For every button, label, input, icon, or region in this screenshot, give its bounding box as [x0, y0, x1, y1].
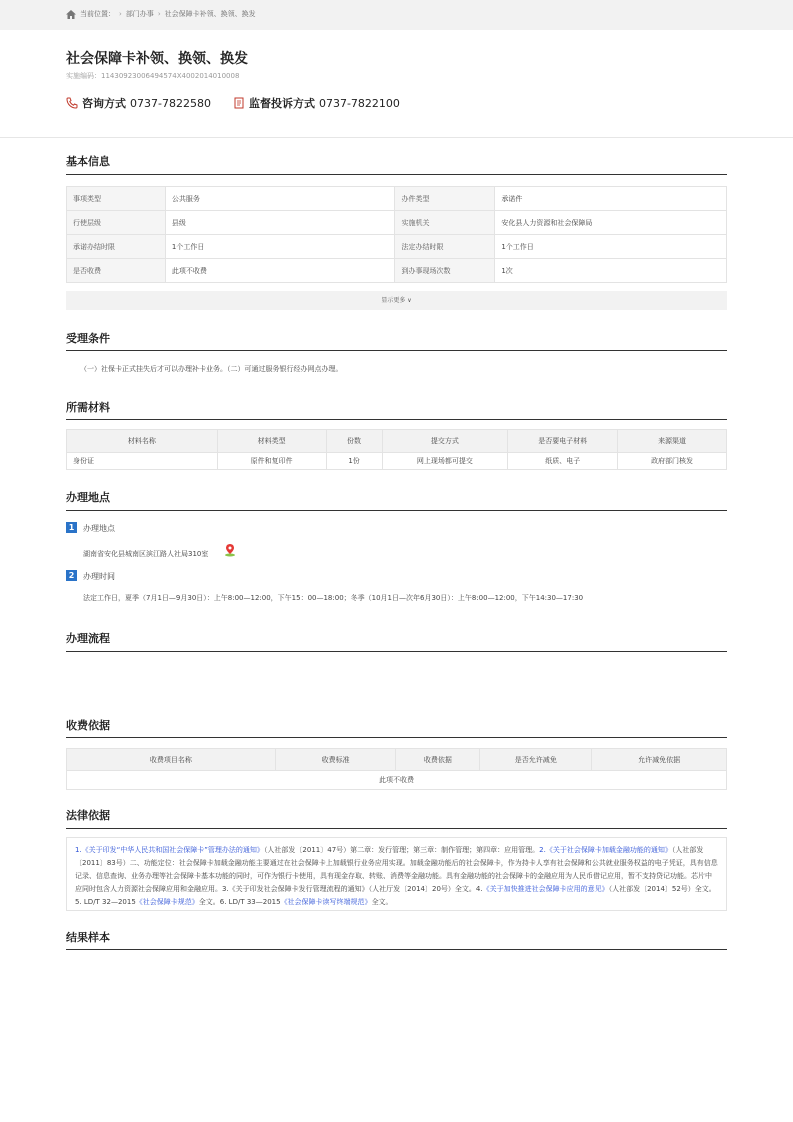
section-divider	[66, 737, 727, 738]
section-divider	[66, 350, 727, 351]
top-bar	[0, 0, 793, 30]
breadcrumb-prefix: 当前位置：	[80, 10, 115, 18]
info-key: 实施机关	[395, 211, 495, 235]
step-number-badge: 1	[66, 522, 77, 533]
column-header: 是否要电子材料	[508, 430, 618, 453]
consult-contact	[66, 95, 211, 111]
info-key: 事项类型	[67, 187, 166, 211]
law-text: （人社部发〔2011〕47号）第二章：发行管理；第三章：制作管理；第四章：应用管理。	[263, 846, 540, 854]
document-icon	[233, 97, 245, 109]
table-row	[67, 259, 727, 283]
column-header: 份数	[326, 430, 382, 453]
section-divider	[66, 949, 727, 950]
item-header	[0, 30, 793, 138]
info-key: 法定办结时限	[395, 235, 495, 259]
section-divider	[66, 651, 727, 652]
column-header: 收费依据	[396, 749, 480, 771]
law-text-box	[66, 837, 727, 911]
law-link[interactable]: 《关于加快推进社会保障卡应用的意见》	[482, 885, 609, 893]
table-header-row	[67, 430, 727, 453]
material-source: 政府部门核发	[618, 453, 727, 470]
law-text: 全文。	[371, 898, 393, 906]
map-pin-icon[interactable]	[223, 543, 237, 557]
info-value: 县级	[165, 211, 395, 235]
materials-table	[66, 429, 727, 470]
section-title-location: 办理地点	[66, 491, 110, 504]
show-more-button[interactable]: 显示更多 ∨	[66, 291, 727, 310]
breadcrumb-level-2: 社会保障卡补领、换领、换发	[164, 10, 256, 18]
complaint-label: 监督投诉方式	[248, 97, 315, 110]
hours-text: 法定工作日，夏季（7月1日—9月30日）：上午8:00—12:00，下午15：00—18:00；冬季（10月1日—次年6月30日）：上午8:00—12:00，下午14:30—17:30	[83, 594, 584, 602]
section-title-result: 结果样本	[66, 931, 110, 944]
conditions-text: （一）社保卡正式挂失后才可以办理补卡业务。（二）可通过服务银行经办网点办理。	[80, 365, 343, 373]
law-link[interactable]: 1.《关于印发“中华人民共和国社会保障卡”管理办法的通知》	[75, 846, 264, 854]
complaint-contact	[233, 95, 400, 111]
column-header: 收费标准	[275, 749, 396, 771]
table-header-row	[67, 749, 727, 771]
breadcrumb-separator: ›	[119, 10, 122, 18]
table-row	[67, 453, 727, 470]
info-key: 行使层级	[67, 211, 166, 235]
consult-phone: 0737-7822580	[130, 96, 211, 110]
material-copies: 1份	[326, 453, 382, 470]
consult-label: 咨询方式	[82, 97, 126, 110]
implementation-code: 实施编码：11430923006494574X4002014010008	[66, 72, 240, 80]
table-row	[67, 235, 727, 259]
step-number-badge: 2	[66, 570, 77, 581]
table-row	[67, 211, 727, 235]
law-link[interactable]: 《社会保障卡读写终端规范》	[280, 898, 372, 906]
column-header: 材料名称	[67, 430, 218, 453]
material-name: 身份证	[67, 453, 218, 470]
table-row	[67, 187, 727, 211]
column-header: 来源渠道	[618, 430, 727, 453]
info-value: 1个工作日	[495, 235, 727, 259]
column-header: 收费项目名称	[67, 749, 276, 771]
section-title-law: 法律依据	[66, 809, 110, 822]
info-key: 承诺办结时限	[67, 235, 166, 259]
section-title-materials: 所需材料	[66, 401, 110, 414]
column-header: 是否允许减免	[480, 749, 592, 771]
section-divider	[66, 174, 727, 175]
material-type: 原件和复印件	[217, 453, 326, 470]
info-value: 安化县人力资源和社会保障局	[495, 211, 727, 235]
column-header: 允许减免依据	[592, 749, 727, 771]
breadcrumb-separator: ›	[157, 10, 161, 18]
address-text: 湖南省安化县城南区滨江路人社局310室	[83, 550, 209, 558]
info-key: 是否收费	[67, 259, 166, 283]
place-label: 办理地点	[83, 524, 115, 533]
law-text: （人社部发〔2014〕52号）全文。5. LD/T 32—2015	[75, 885, 716, 906]
law-text: （人社部发〔2011〕83号）二、功能定位：社会保障卡加载金融功能主要通过在社会保障卡上加载银行业务应用实现。加载金融功能后的社会保障卡，作为持卡人享有社会保障和公共就业服务权益的电子凭证，具有信息记录、信息查询、业务办理等社会保障卡基本功能的同时，可作为银行卡使用，具有现金存取、转账、消费等金融功能。具有金融功能的社会保障卡的金融应用为人民币借记应用，暂不支持贷记功能。芯片中应同时包含人力资源社会保障应用和金融应用。3.《关于印发社会保障卡发行管理流程的通知》（人社厅发〔2014〕20号）全文。4.	[75, 846, 718, 893]
fees-table	[66, 748, 727, 790]
table-row	[67, 771, 727, 790]
time-label: 办理时间	[83, 572, 115, 581]
info-value: 1个工作日	[165, 235, 395, 259]
contact-info	[66, 95, 422, 111]
basic-info-table	[66, 186, 727, 283]
section-divider	[66, 510, 727, 511]
section-divider	[66, 419, 727, 420]
section-title-basic: 基本信息	[66, 155, 110, 168]
law-link[interactable]: 《社会保障卡规范》	[135, 898, 199, 906]
page-title: 社会保障卡补领、换领、换发	[66, 51, 248, 67]
fees-empty-text: 此项不收费	[67, 771, 727, 790]
material-submission: 网上现场都可提交	[382, 453, 508, 470]
info-value: 承诺件	[495, 187, 727, 211]
section-title-conditions: 受理条件	[66, 332, 110, 345]
breadcrumb	[66, 9, 256, 19]
column-header: 提交方式	[382, 430, 508, 453]
info-key: 办件类型	[395, 187, 495, 211]
law-text: 全文。6. LD/T 33—2015	[198, 898, 281, 906]
section-title-process: 办理流程	[66, 632, 110, 645]
complaint-phone: 0737-7822100	[318, 96, 400, 110]
home-icon[interactable]	[66, 10, 76, 19]
section-title-fees: 收费依据	[66, 719, 110, 732]
info-value: 公共服务	[165, 187, 395, 211]
law-link[interactable]: 2.《关于社会保障卡加载金融功能的通知》	[539, 846, 672, 854]
column-header: 材料类型	[217, 430, 326, 453]
breadcrumb-level-1[interactable]: 部门办事	[125, 10, 154, 18]
section-divider	[66, 828, 727, 829]
phone-icon	[66, 97, 78, 109]
info-value: 1次	[495, 259, 727, 283]
material-electronic: 纸质、电子	[508, 453, 618, 470]
info-value: 此项不收费	[165, 259, 395, 283]
info-key: 到办事现场次数	[395, 259, 495, 283]
